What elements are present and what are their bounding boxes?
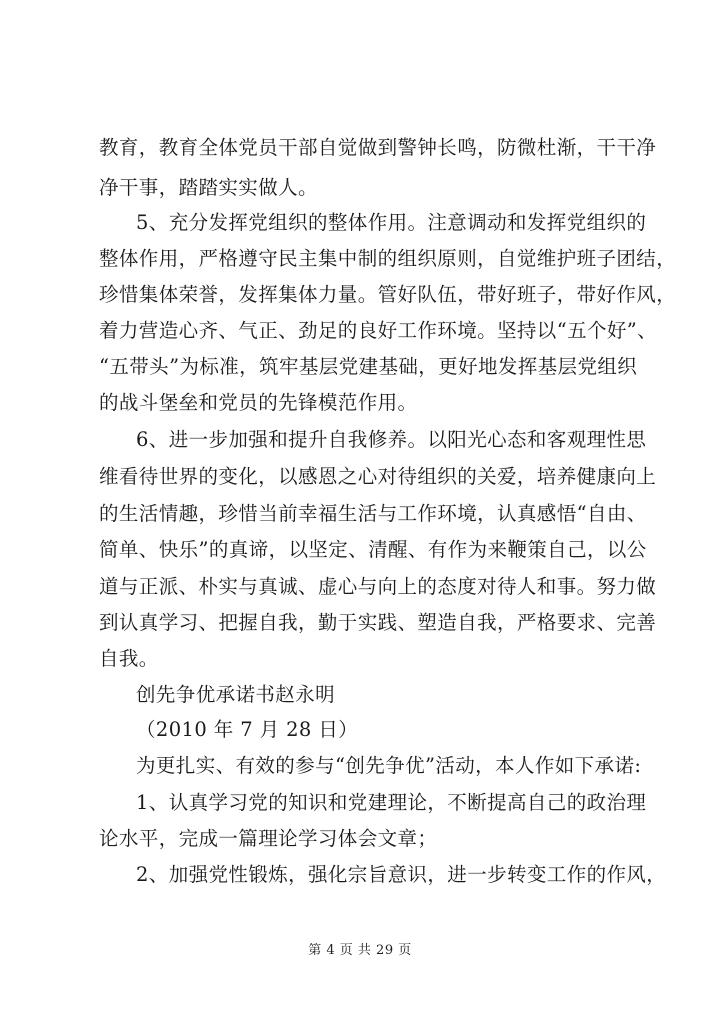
body-text-line: 自我。 — [99, 647, 159, 670]
body-text-line: 到认真学习、把握自我，勤于实践、塑造自我，严格要求、完善 — [99, 611, 657, 634]
body-text-line: 论水平，完成一篇理论学习体会文章； — [99, 827, 438, 850]
body-text-line: 简单、快乐”的真谛，以坚定、清醒、有作为来鞭策自己，以公 — [99, 538, 647, 561]
paragraph-5-start: 5、充分发挥党组织的整体作用。注意调动和发挥党组织的 — [136, 211, 647, 234]
body-text-line: 道与正派、朴实与真诚、虚心与向上的态度对待人和事。努力做 — [99, 575, 657, 598]
body-text-line: 的战斗堡垒和党员的先锋模范作用。 — [99, 391, 418, 414]
body-text-line: 的生活情趣，珍惜当前幸福生活与工作环境，认真感悟“自由、 — [99, 502, 647, 525]
pledge-item-2-start: 2、加强党性锻炼，强化宗旨意识，进一步转变工作的作风， — [136, 863, 667, 886]
body-text-line: “五带头”为标准，筑牢基层党建基础，更好地发挥基层党组织 — [99, 355, 638, 378]
document-date: （2010 年 7 月 28 日） — [136, 718, 359, 741]
body-text-line: 维看待世界的变化，以感恩之心对待组织的关爱，培养健康向上 — [99, 465, 657, 488]
page-footer: 第 4 页 共 29 页 — [308, 943, 412, 958]
body-text-line: 教育，教育全体党员干部自觉做到警钟长鸣，防微杜渐，干干净 — [99, 136, 657, 159]
paragraph-6-start: 6、进一步加强和提升自我修养。以阳光心态和客观理性思 — [136, 428, 647, 451]
section-title: 创先争优承诺书赵永明 — [136, 683, 336, 706]
body-text-line: 净干事，踏踏实实做人。 — [99, 176, 318, 199]
body-text-line: 着力营造心齐、气正、劲足的良好工作环境。坚持以“五个好”、 — [99, 319, 658, 342]
pledge-intro: 为更扎实、有效的参与“创先争优”活动，本人作如下承诺: — [136, 754, 642, 777]
pledge-item-1-start: 1、认真学习党的知识和党建理论，不断提高自己的政治理 — [136, 791, 647, 814]
body-text-line: 珍惜集体荣誉，发挥集体力量。管好队伍，带好班子，带好作风， — [99, 283, 677, 306]
body-text-line: 整体作用，严格遵守民主集中制的组织原则，自觉维护班子团结， — [99, 247, 677, 270]
